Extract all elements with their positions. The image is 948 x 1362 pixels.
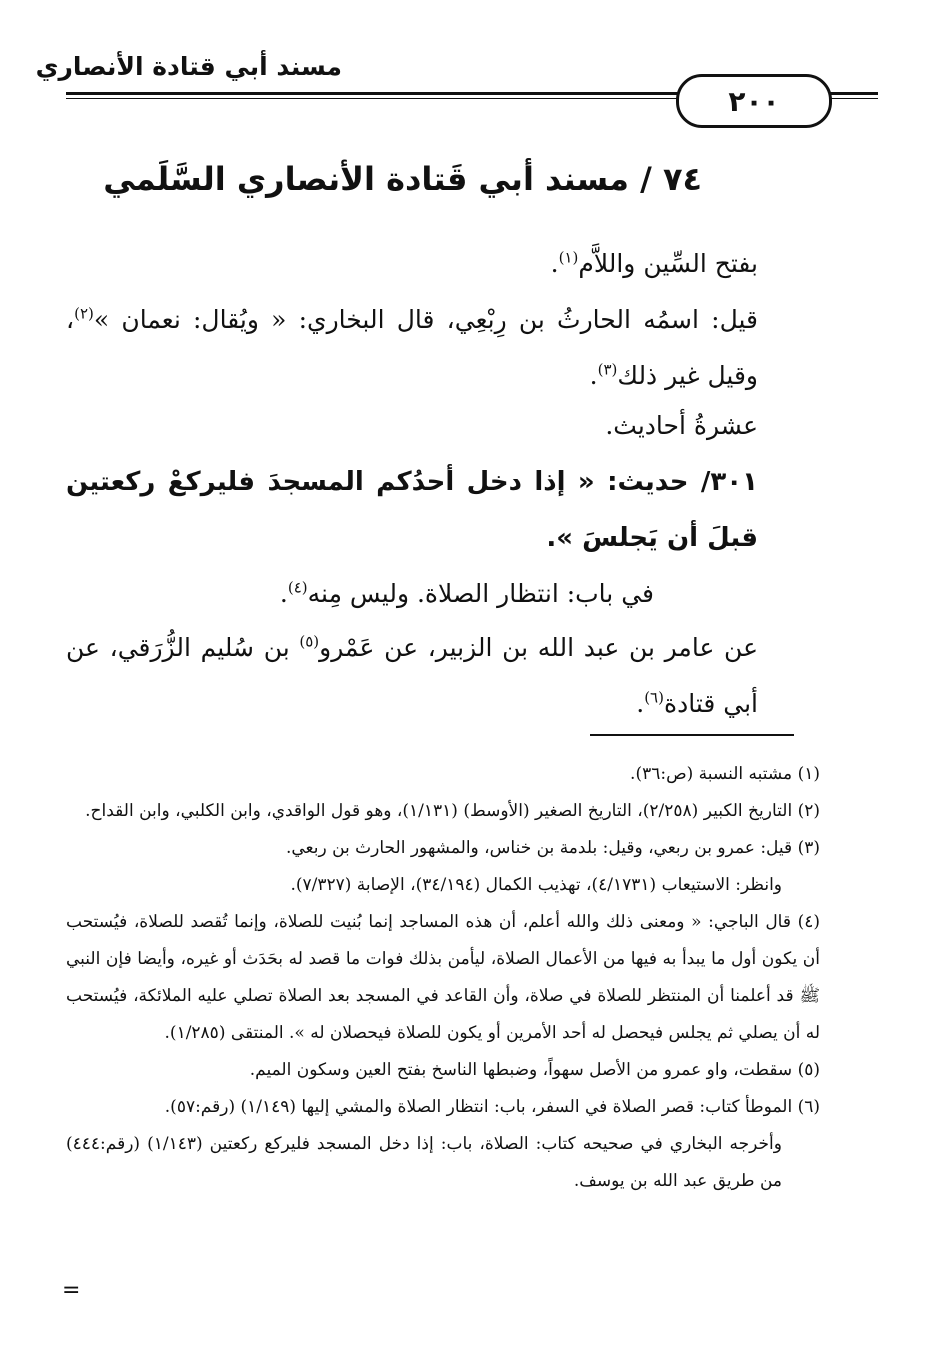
footnotes-block	[66, 756, 820, 1200]
body-line-count: عشرةُ أحاديث.	[605, 411, 758, 440]
body-text-span: ، وقيل غير ذلك	[66, 305, 758, 390]
continuation-mark: =	[62, 1278, 81, 1303]
hadith-paragraph	[66, 454, 758, 566]
footnote-6: (٦) الموطأ كتاب: قصر الصلاة في السفر، باب: انتظار الصلاة والمشي إليها (١/١٤٩) (رقم:٥٧).	[164, 1097, 820, 1117]
body-text-span: عن عامر بن عبد الله بن الزبير، عن عَمْرو	[319, 633, 758, 662]
footnote-ref-3: (٣)	[597, 360, 618, 379]
body-text-span: في باب: انتظار الصلاة. وليس مِنه	[307, 579, 654, 608]
footnote-5: (٥) سقطت، واو عمرو من الأصل سهواً، وضبطها الناسخ بفتح العين وسكون الميم.	[249, 1060, 820, 1080]
body-text-span: بن سُليم الزُّرَقي، عن أبي قتادة	[66, 633, 758, 718]
footnote-ref-4: (٤)	[287, 578, 308, 597]
body-punct: .	[550, 249, 559, 278]
hadith-text: « إذا دخل أحدُكم المسجدَ فليركعْ ركعتين قبلَ أن يَجلسَ ».	[66, 467, 758, 553]
footnote-4: (٤) قال الباجي: « ومعنى ذلك والله أعلم، أن هذه المساجد إنما بُنيت للصلاة، وإنما تُقصد للصلاة، فيُستحب أن يكون أول ما يبدأ به فيها من الأعمال الصلاة، ليأمن بذلك فوات ما قصد له بحَدَث أو غيره، وأيضا فإن النبي ﷺ قد أعلمنا أن المنتظر للصلاة في صلاة، وأن القاعد في المسجد بعد الصلاة تصلي عليه الملائكة، فيُستحب له أن يصلي ثم يجلس فيحصل له أحد الأمرين أو يكون للصلاة فيحصلان له ». المنتقى (١/٢٨٥).	[66, 912, 820, 1043]
chapter-title: ٧٤ / مسند أبي قَتادة الأنصاري السَّلَمي	[103, 160, 702, 198]
footnote-2: (٢) التاريخ الكبير (٢/٢٥٨)، التاريخ الصغير (الأوسط) (١/١٣١)، وهو قول الواقدي، وابن الكلبي، وابن القداح.	[85, 801, 820, 821]
body-text-span: بفتح السِّين واللاَّم	[578, 249, 758, 278]
body-paragraph-isnad	[66, 620, 758, 732]
body-paragraph-name	[66, 292, 758, 404]
body-punct: .	[589, 361, 598, 390]
body-line-vocalization	[66, 236, 758, 292]
page-number-badge: ٢٠٠	[676, 74, 832, 128]
hadith-label: ٣٠١/ حديث:	[607, 467, 758, 497]
body-line-chapter-ref	[66, 566, 758, 622]
footnote-separator	[590, 734, 794, 736]
body-text-span: قيل: اسمُه الحارثُ بن رِبْعِي، قال البخاري: « ويُقال: نعمان »	[93, 305, 758, 334]
footnote-3-continuation: وانظر: الاستيعاب (٤/١٧٣١)، تهذيب الكمال (٣٤/١٩٤)، الإصابة (٧/٣٢٧).	[290, 875, 782, 895]
footnote-3: (٣) قيل: عمرو بن ربعي، وقيل: بلدمة بن خناس، والمشهور الحارث بن ربعي.	[285, 838, 820, 858]
body-punct: .	[279, 579, 288, 608]
running-header-title: مسند أبي قتادة الأنصاري	[35, 52, 342, 81]
footnote-ref-1: (١)	[558, 248, 579, 267]
footnote-6-continuation: وأخرجه البخاري في صحيحه كتاب: الصلاة، باب: إذا دخل المسجد فليركع ركعتين (١/١٤٣) (رقم:٤٤٤) من طريق عبد الله بن يوسف.	[66, 1134, 782, 1191]
body-punct: .	[636, 689, 645, 718]
footnote-1: (١) مشتبه النسبة (ص:٣٦).	[630, 764, 820, 784]
footnote-ref-2: (٢)	[74, 304, 94, 323]
footnote-ref-5: (٥)	[299, 632, 320, 651]
footnote-ref-6: (٦)	[644, 688, 664, 707]
